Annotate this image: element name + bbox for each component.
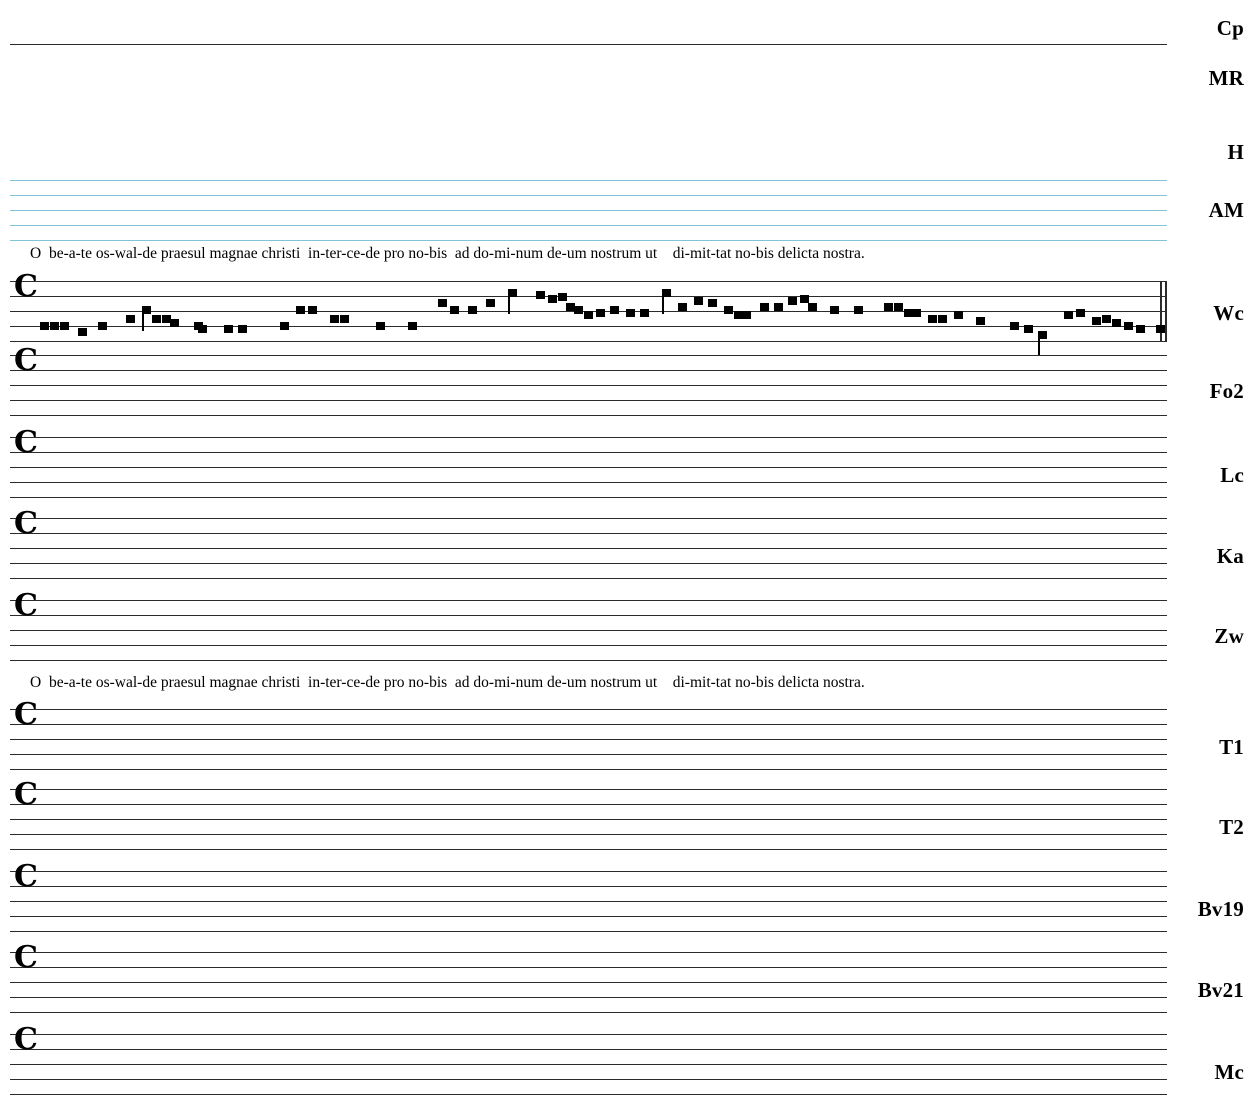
notehead (142, 306, 151, 314)
staff-line (10, 849, 1167, 850)
notehead (854, 306, 863, 314)
staff-line (10, 341, 1167, 342)
system-label-h: H (1227, 140, 1244, 164)
staff-line (10, 497, 1167, 498)
notehead (724, 306, 733, 314)
staff-line (10, 709, 1167, 710)
c-clef-icon: C (14, 588, 38, 623)
staff-ka (10, 506, 1167, 580)
c-clef-icon: C (14, 940, 38, 975)
notehead (894, 303, 903, 311)
notehead (938, 315, 947, 323)
staff-line (10, 355, 1167, 356)
notehead (40, 322, 49, 330)
system-label-bv21: Bv21 (1197, 978, 1244, 1002)
staff-line (10, 739, 1167, 740)
notehead (330, 315, 339, 323)
staff-lc (10, 425, 1167, 499)
staff-line (10, 415, 1167, 416)
notehead (508, 289, 517, 297)
staff-line (10, 754, 1167, 755)
notehead (98, 322, 107, 330)
notehead (760, 303, 769, 311)
staff-am (10, 180, 1167, 242)
staff-line (10, 195, 1167, 196)
staff-line (10, 871, 1167, 872)
staff-line (10, 615, 1167, 616)
staff-line (10, 281, 1167, 282)
notehead (296, 306, 305, 314)
staff-line (10, 563, 1167, 564)
c-clef-icon: C (14, 506, 38, 541)
staff-line (10, 931, 1167, 932)
staff-line (10, 804, 1167, 805)
notehead (808, 303, 817, 311)
staff-line (10, 296, 1167, 297)
notehead (800, 295, 809, 303)
staff-line (10, 1094, 1167, 1095)
system-label-am: AM (1208, 198, 1244, 222)
notehead (694, 297, 703, 305)
staff-line (10, 437, 1167, 438)
c-clef-icon: C (14, 425, 38, 460)
staff-line (10, 834, 1167, 835)
notehead (954, 311, 963, 319)
notehead (1102, 315, 1111, 323)
system-label-mc: Mc (1214, 1060, 1244, 1084)
notehead (438, 299, 447, 307)
staff-line (10, 518, 1167, 519)
staff-line (10, 326, 1167, 327)
staff-line (10, 901, 1167, 902)
notehead (976, 317, 985, 325)
staff-line (10, 400, 1167, 401)
staff-line (10, 1034, 1167, 1035)
notehead (224, 325, 233, 333)
divider-rule (10, 44, 1167, 45)
notehead (1156, 325, 1165, 333)
staff-line (10, 180, 1167, 181)
c-clef-icon: C (14, 1022, 38, 1057)
staff-line (10, 482, 1167, 483)
notehead (50, 322, 59, 330)
staff-line (10, 370, 1167, 371)
staff-line (10, 916, 1167, 917)
staff-line (10, 578, 1167, 579)
notehead (486, 299, 495, 307)
staff-wc (10, 269, 1167, 343)
staff-zw (10, 588, 1167, 662)
notehead (1092, 317, 1101, 325)
system-label-t1: T1 (1219, 735, 1244, 759)
notehead (126, 315, 135, 323)
staff-line (10, 467, 1167, 468)
notehead (376, 322, 385, 330)
notehead (558, 293, 567, 301)
notehead (198, 325, 207, 333)
staff-line (10, 548, 1167, 549)
notehead (774, 303, 783, 311)
notehead (662, 289, 671, 297)
notehead (60, 322, 69, 330)
notehead (1112, 319, 1121, 327)
barline (1165, 281, 1167, 342)
staff-line (10, 997, 1167, 998)
notehead (678, 303, 687, 311)
lyrics-line-1: O be-a-te os-wal-de praesul magnae christi in-ter-ce-de pro no-bis ad do-mi-num de-um nostrum ut di-mit-tat no-bis delicta nostra. (30, 245, 865, 262)
system-label-zw: Zw (1214, 624, 1244, 648)
notehead (742, 311, 751, 319)
staff-t2 (10, 777, 1167, 851)
staff-line (10, 630, 1167, 631)
system-label-fo2: Fo2 (1209, 379, 1244, 403)
notehead (1076, 309, 1085, 317)
notehead (912, 309, 921, 317)
c-clef-icon: C (14, 777, 38, 812)
staff-line (10, 724, 1167, 725)
notehead (1038, 331, 1047, 339)
notehead (1064, 311, 1073, 319)
c-clef-icon: C (14, 859, 38, 894)
notehead (450, 306, 459, 314)
system-label-cp: Cp (1216, 16, 1244, 40)
system-label-lc: Lc (1220, 463, 1244, 487)
notehead (584, 311, 593, 319)
system-label-t2: T2 (1219, 815, 1244, 839)
lyrics-line-2: O be-a-te os-wal-de praesul magnae christi in-ter-ce-de pro no-bis ad do-mi-num de-um nostrum ut di-mit-tat no-bis delicta nostra. (30, 674, 865, 691)
notehead (340, 315, 349, 323)
notehead (830, 306, 839, 314)
notehead (626, 309, 635, 317)
notehead (152, 315, 161, 323)
notehead (280, 322, 289, 330)
notehead (78, 328, 87, 336)
notehead (574, 306, 583, 314)
staff-line (10, 1012, 1167, 1013)
staff-fo2 (10, 343, 1167, 417)
staff-line (10, 967, 1167, 968)
notehead (238, 325, 247, 333)
staff-line (10, 819, 1167, 820)
staff-line (10, 225, 1167, 226)
staff-line (10, 886, 1167, 887)
staff-bv21 (10, 940, 1167, 1014)
notehead (308, 306, 317, 314)
staff-mc (10, 1022, 1167, 1096)
notehead (468, 306, 477, 314)
system-label-wc: Wc (1213, 301, 1244, 325)
notehead (548, 295, 557, 303)
notehead (1124, 322, 1133, 330)
staff-line (10, 660, 1167, 661)
staff-bv19 (10, 859, 1167, 933)
notehead (928, 315, 937, 323)
staff-line (10, 982, 1167, 983)
staff-line (10, 1064, 1167, 1065)
c-clef-icon: C (14, 269, 38, 304)
system-label-ka: Ka (1216, 544, 1244, 568)
staff-line (10, 1079, 1167, 1080)
staff-line (10, 789, 1167, 790)
staff-line (10, 385, 1167, 386)
staff-line (10, 533, 1167, 534)
notehead (610, 306, 619, 314)
notehead (170, 319, 179, 327)
staff-t1 (10, 697, 1167, 771)
notehead (1136, 325, 1145, 333)
notehead (788, 297, 797, 305)
staff-line (10, 210, 1167, 211)
c-clef-icon: C (14, 343, 38, 378)
notehead (640, 309, 649, 317)
notehead (408, 322, 417, 330)
notehead (536, 291, 545, 299)
system-label-mr: MR (1208, 66, 1244, 90)
staff-line (10, 452, 1167, 453)
staff-line (10, 240, 1167, 241)
system-label-bv19: Bv19 (1197, 897, 1244, 921)
notehead (1010, 322, 1019, 330)
notehead (708, 299, 717, 307)
notehead (884, 303, 893, 311)
staff-line (10, 952, 1167, 953)
staff-line (10, 1049, 1167, 1050)
staff-line (10, 600, 1167, 601)
staff-line (10, 769, 1167, 770)
c-clef-icon: C (14, 697, 38, 732)
notehead (596, 309, 605, 317)
staff-line (10, 645, 1167, 646)
notehead (1024, 325, 1033, 333)
